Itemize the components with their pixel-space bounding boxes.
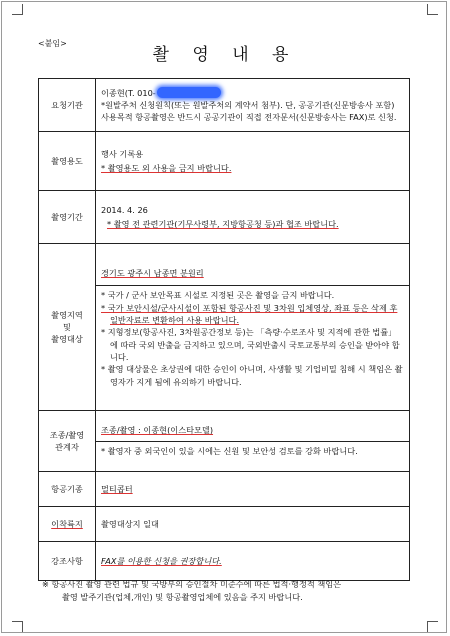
list-item: * 국가 / 군사 보안목표 시설로 지정된 곳은 촬영을 금지 바랍니다. <box>101 290 335 301</box>
area-value: 경기도 광주시 남종면 분원리 <box>101 268 204 279</box>
row-content <box>96 79 410 132</box>
table-row-requester <box>39 79 410 132</box>
pilot-note: * 촬영자 중 외국인이 있을 시에는 신원 및 보안성 검토를 강화 바랍니다. <box>96 441 409 460</box>
requester-name: 이종현(T. 010- <box>101 87 156 98</box>
area-label-line: 촬영대상 <box>51 334 83 345</box>
list-item: * 국가 보안시설/군사시설이 포함된 항공사진 및 3차원 입체영상, 좌표 등은 삭제 후 일반자료로 변환하여 사용 바랍니다. <box>101 302 398 326</box>
area-label-line: 촬영지역 <box>51 309 83 320</box>
area-label-line: 및 <box>63 321 71 332</box>
row-label: 강조사항 <box>39 542 96 581</box>
pilot-label-line: 관계자 <box>55 442 79 452</box>
attachment-label: <붙임> <box>38 39 67 48</box>
aircraft-value: 멀티콥터 <box>101 483 133 494</box>
redacted-phone-blur <box>157 87 221 98</box>
table-row-purpose <box>39 132 410 191</box>
takeoff-value: 촬영대상지 일대 <box>101 518 159 529</box>
margin-corner-mark <box>427 4 438 15</box>
table-row-period <box>39 191 410 244</box>
row-label: 요청기관 <box>39 79 96 132</box>
footnote <box>42 578 412 603</box>
period-value: 2014. 4. 26 <box>101 204 148 215</box>
table-row-pilot <box>39 411 410 472</box>
requester-contact <box>101 87 404 99</box>
row-content <box>96 542 410 581</box>
table-row-area <box>39 244 410 411</box>
row-label <box>39 244 96 411</box>
row-label: 항공기종 <box>39 472 96 507</box>
margin-corner-mark <box>12 4 23 15</box>
row-label: 이착륙지 <box>39 507 96 542</box>
footnote-line: ※ 항공사진 촬영 관련 법규 및 국방부의 승인절차 미준수에 따른 법적·행정적 책임은 <box>42 579 342 589</box>
row-content <box>96 191 410 244</box>
requester-note: *원발주처 신청원칙(또는 원발주처의 계약서 첨부). 단, 공공기관(신문방송사 포함) <box>101 99 395 110</box>
table-row-takeoff <box>39 507 410 542</box>
margin-corner-mark <box>12 621 23 632</box>
requester-note: 사용목적 항공촬영은 반드시 공공기관이 직접 전자문서(신문방송사는 FAX)로 신청. <box>101 112 397 123</box>
row-content <box>96 507 410 542</box>
row-label: 촬영용도 <box>39 132 96 191</box>
margin-corner-mark <box>427 621 438 632</box>
row-label <box>39 411 96 472</box>
pilot-value: 조종/촬영 : 이종현(이스타모델) <box>101 424 214 435</box>
area-notes-list <box>96 285 409 390</box>
row-content <box>96 132 410 191</box>
pilot-label-line: 조종/촬영 <box>49 429 85 440</box>
period-note: * 촬영 전 관련기관(기무사령부, 지방항공청 등)과 협조 바랍니다. <box>107 219 339 229</box>
purpose-value: 행사 기록용 <box>101 148 144 159</box>
row-content <box>96 472 410 507</box>
list-item: * 지형정보(항공사진, 3차원공간정보 등)는 「측량·수로조사 및 지적에 관한 법률」에 따라 국외 반출을 금지하고 있으며, 국외반출시 국토교통부의 승인을 받아야 합니다. <box>101 327 400 362</box>
table-row-emphasis <box>39 542 410 581</box>
document-title: 촬 영 내 용 <box>152 45 298 65</box>
purpose-note: * 촬영용도 외 사용을 금지 바랍니다. <box>101 163 232 173</box>
filming-details-table <box>38 78 410 581</box>
row-content <box>96 244 410 411</box>
table-row-aircraft <box>39 472 410 507</box>
footnote-line: 촬영 발주기관(업체,개인) 및 항공촬영업체에 있음을 주지 바랍니다. <box>62 591 303 602</box>
row-label: 촬영기간 <box>39 191 96 244</box>
list-item: * 촬영 대상물은 초상권에 대한 승인이 아니며, 사생활 및 기업비밀 침해 시 책임은 촬영자가 지게 됨에 유의하기 바랍니다. <box>101 364 403 387</box>
emphasis-value: FAX를 이용한 신청을 권장합니다. <box>101 555 222 566</box>
row-content <box>96 411 410 472</box>
